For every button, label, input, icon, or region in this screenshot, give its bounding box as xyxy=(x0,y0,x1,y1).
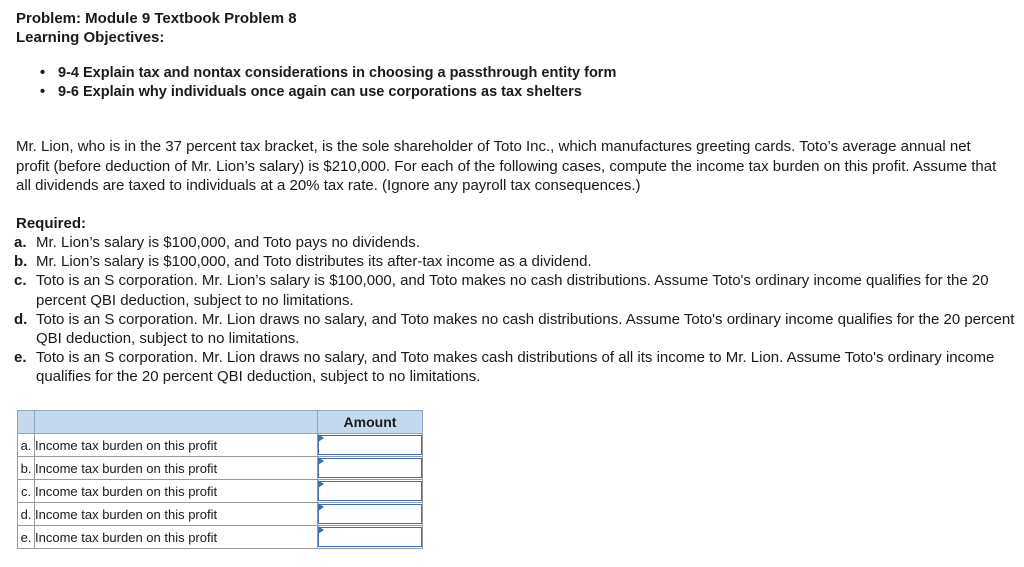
row-label: Income tax burden on this profit xyxy=(35,434,318,457)
amount-input-c[interactable] xyxy=(318,481,422,501)
required-item xyxy=(0,348,1015,386)
required-item xyxy=(0,252,1015,271)
required-list xyxy=(0,233,1015,387)
row-label: Income tax burden on this profit xyxy=(35,480,318,503)
row-letter: c. xyxy=(18,480,35,503)
required-letter: a. xyxy=(14,234,27,251)
objectives-title: Learning Objectives: xyxy=(16,29,165,46)
amount-input-b[interactable] xyxy=(318,458,422,478)
objective-item: • 9-6 Explain why individuals once again can use corporations as tax shelters xyxy=(40,84,582,100)
amount-input-d[interactable] xyxy=(318,504,422,524)
required-letter: c. xyxy=(14,272,27,290)
required-letter: e. xyxy=(14,349,27,367)
amount-header: Amount xyxy=(318,411,423,434)
table-row xyxy=(18,434,423,457)
table-row xyxy=(18,480,423,503)
input-flag-icon xyxy=(318,457,324,465)
row-letter: b. xyxy=(18,457,35,480)
row-label: Income tax burden on this profit xyxy=(35,503,318,526)
row-letter: a. xyxy=(18,434,35,457)
row-letter: e. xyxy=(18,526,35,549)
required-text: Toto is an S corporation. Mr. Lion’s salary is $100,000, and Toto makes no cash distributions. Assume Toto's ordinary income qualifies for the 20 percent QBI deduction, subject to no limitations. xyxy=(36,272,989,309)
amount-input-e[interactable] xyxy=(318,527,422,547)
answer-table xyxy=(17,410,423,549)
header-desc-cell xyxy=(35,411,318,434)
bullet-icon: • xyxy=(40,84,46,100)
table-row xyxy=(18,503,423,526)
input-flag-icon xyxy=(318,526,324,534)
required-item xyxy=(0,310,1015,348)
required-text: Mr. Lion’s salary is $100,000, and Toto distributes its after-tax income as a dividend. xyxy=(36,253,592,271)
row-letter: d. xyxy=(18,503,35,526)
input-flag-icon xyxy=(318,503,324,511)
input-flag-icon xyxy=(318,434,324,442)
required-item xyxy=(0,233,1015,252)
amount-input-a[interactable] xyxy=(318,435,422,455)
table-row xyxy=(18,526,423,549)
row-label: Income tax burden on this profit xyxy=(35,457,318,480)
required-letter: d. xyxy=(14,310,28,328)
required-text: Toto is an S corporation. Mr. Lion draws no salary, and Toto makes cash distributions of all its income to Mr. Lion. Assume Toto's ordinary income qualifies for the 20 percent QBI deduction, subject to no limitations. xyxy=(36,349,995,386)
required-text: Toto is an S corporation. Mr. Lion draws no salary, and Toto makes no cash distributions. Assume Toto's ordinary income qualifies for the 20 percent QBI deduction, subject to no limitations. xyxy=(36,310,1015,348)
header-blank-cell xyxy=(18,411,35,434)
amount-cell xyxy=(318,480,423,503)
objectives-list xyxy=(0,64,616,102)
required-text: Mr. Lion’s salary is $100,000, and Toto pays no dividends. xyxy=(36,234,420,251)
problem-statement: Mr. Lion, who is in the 37 percent tax bracket, is the sole shareholder of Toto Inc., which manufactures greeting cards. Toto’s average annual net profit (before deduction of Mr. Lion’s salary) is $210,000. For each of the following cases, compute the income tax burden on this profit. Assume that all dividends are taxed to individuals at a 20% tax rate. (Ignore any payroll tax consequences.) xyxy=(16,138,997,194)
row-label: Income tax burden on this profit xyxy=(35,526,318,549)
objective-item: • 9-4 Explain tax and nontax considerations in choosing a passthrough entity form xyxy=(40,65,617,81)
input-flag-icon xyxy=(318,480,324,488)
table-row xyxy=(18,457,423,480)
problem-title: Problem: Module 9 Textbook Problem 8 xyxy=(16,10,297,27)
amount-cell xyxy=(318,503,423,526)
amount-cell xyxy=(318,434,423,457)
answer-header-row xyxy=(18,411,423,434)
amount-cell xyxy=(318,526,423,549)
required-item xyxy=(0,271,1015,309)
required-title: Required: xyxy=(16,215,87,232)
required-letter: b. xyxy=(14,253,28,271)
bullet-icon: • xyxy=(40,65,46,81)
amount-cell xyxy=(318,457,423,480)
